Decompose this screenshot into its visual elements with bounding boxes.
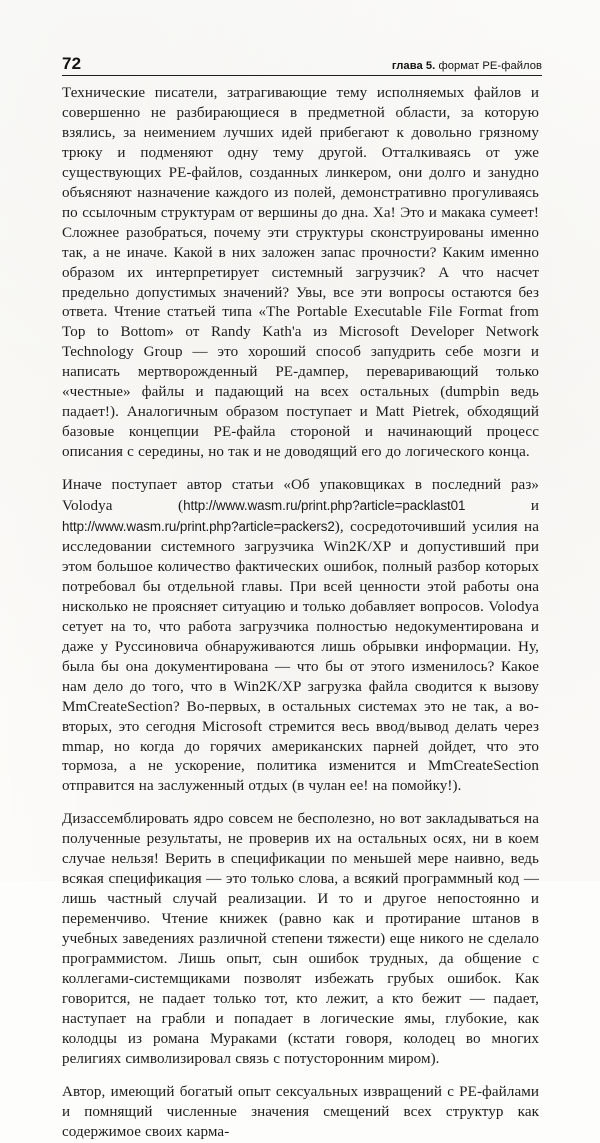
paragraph-3: Дизассемблировать ядро совсем не бесполезно, но вот закладываться на полученные результаты, не проверив их на остальных осях, ни в коем случае нельзя! Верить в спецификации по меньшей мере наивно, ведь всякая спецификация — это только слова, а всякий программный код — лишь частный случай реализации. И то и другое непостоянно и переменчиво. Чтение книжек (равно как и протирание штанов в учебных заведениях различной степени тяжести) еще никого не сделало программистом. Лишь опыт, сын ошибок трудных, да общение с коллегами-системщиками позволят избежать грубых ошибок. Как говорится, не падает только тот, кто лежит, а кто бежит — падает, наступает на грабли и попадает в логические ямы, глубокие, как колодцы из романа Мураками (кстати говоря, колодец во многих религиях символизировал связь с потусторонним миром). (62, 811, 539, 1067)
article-url-packers2: http://www.wasm.ru/print.php?article=packers2 (62, 519, 335, 535)
running-head-title (392, 61, 542, 72)
chapter-title: формат PE-файлов (435, 59, 542, 72)
text-column (62, 84, 539, 1143)
paragraph-2-tail: ), сосредоточивший усилия на исследовании системного загрузчика Win2K/XP и допустивший при этом большое количество фактических ошибок, полный разбор которых потребовал бы отдельной главы. При всей ценности этой работы она нисколько не проясняет ситуацию и только добавляет вопросов. Volodya сетует на то, что работа загрузчика полностью недокументирована и даже у Руссиновича обнаруживаются лишь обрывки информации. Ну, была бы она документирована — что бы от этого изменилось? Какое нам дело до того, что в Win2K/XP загрузка файла сводится к вызову MmCreateSection? Во-первых, в остальных системах это не так, а во-вторых, это сегодня Microsoft стремится весь ввод/вывод делать через mmap, но когда до горячих американских парней дойдет, что это тормоза, а не ускорение, политика изменится и MmCreateSection отправится на заслуженный отдых (в чулан ее! на помойку!). (62, 519, 539, 795)
paragraph-2-conjunction: и (465, 498, 539, 515)
running-head (62, 42, 542, 76)
article-url-packlast01: http://www.wasm.ru/print.php?article=packlast01 (183, 498, 466, 514)
paragraph-1: Технические писатели, затрагивающие тему исполняемых файлов и совершенно не разбирающиеся в предметной области, за которую взялись, за неимением лучших идей прибегают к довольно грязному трюку и подменяют одну тему другой. Отталкиваясь от уже существующих PE-файлов, созданных линкером, они долго и занудно объясняют назначение каждого из полей, демонстративно прогуливаясь по ссылочным структурам от вершины до дна. Ха! Это и макака сумеет! Сложнее разобраться, почему эти структуры сконструированы именно так, а не иначе. Какой в них заложен запас прочности? Каким именно образом их интерпретирует системный загрузчик? А что насчет предельно допустимых значений? Увы, все эти вопросы остаются без ответа. Чтение статьей типа «The Portable Executable File Format from Top to Bottom» от Randy Kath'а из Microsoft Developer Network Technology Group — это хороший способ запудрить себе мозги и написать мертворожденный PE-дампер, переваривающий только «честные» файлы и падающий на всех остальных (dumpbin ведь падает!). Аналогичным образом поступает и Matt Pietrek, обходящий базовые концепции PE-файла стороной и начинающий процесс описания с середины, но так и не доводящий его до логического конца. (62, 85, 539, 461)
chapter-label: глава 5. (391, 59, 436, 72)
paragraph-2 (62, 476, 539, 797)
paragraph-2-lead: Иначе поступает автор статьи «Об упаковщиках в последний раз» Volodya ( (62, 477, 539, 515)
paragraph-4: Автор, имеющий богатый опыт сексуальных извращений с PE-файлами и помнящий численные значения смещений всех структур как содержимое своих карма- (62, 1083, 539, 1140)
page-number: 72 (62, 54, 82, 73)
